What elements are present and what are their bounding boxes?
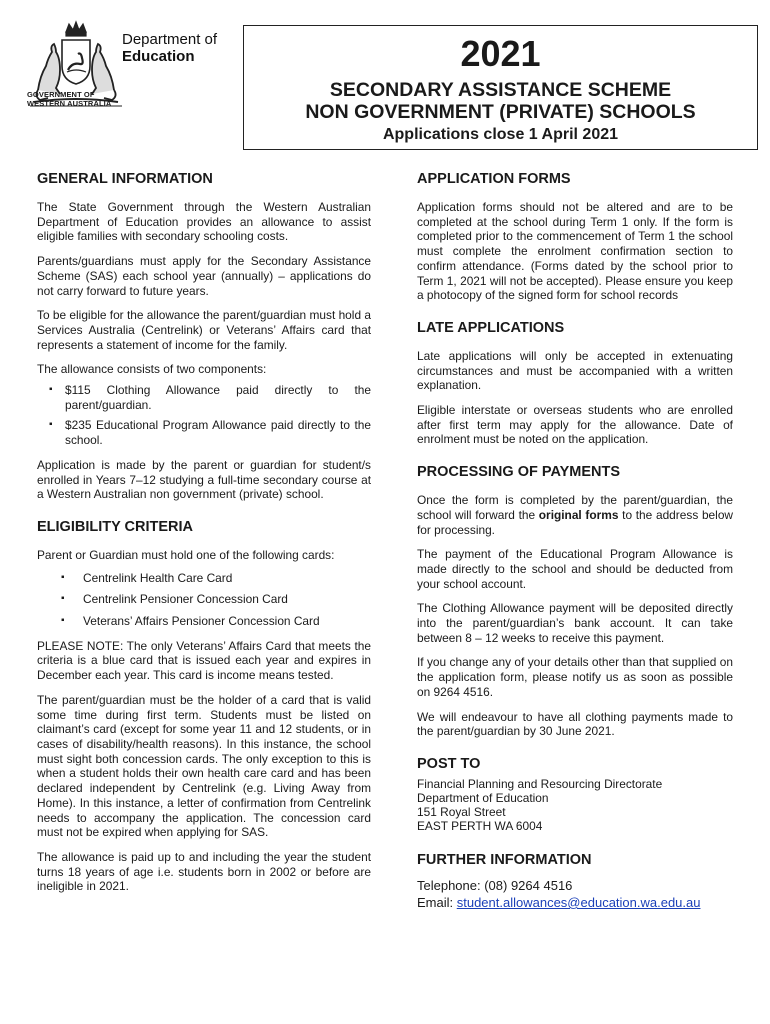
general-paragraph: The allowance consists of two components: [37, 362, 267, 377]
processing-paragraph: The payment of the Educational Program Allowance is made directly to the school and should be deducted from your school account. [417, 547, 733, 591]
government-line-2: WESTERN AUSTRALIA [27, 99, 112, 108]
email-label: Email: [417, 894, 457, 910]
further-information-heading: FURTHER INFORMATION [417, 851, 592, 868]
eligibility-note: PLEASE NOTE: The only Veterans’ Affairs Card that meets the criteria is a blue card that is issued each year and expires in December each year. This card is income means tested. [37, 638, 371, 683]
document-year: 2021 [460, 33, 541, 74]
late-paragraph: Late applications will only be accepted in extenuating circumstances and must be accompanied with a written explanation. [417, 348, 733, 393]
list-item: ▪ Veterans’ Affairs Pensioner Concession Card [83, 614, 371, 629]
email-link[interactable]: student.allowances@education.wa.edu.au [456, 894, 701, 910]
general-paragraph: To be eligible for the allowance the parent/guardian must hold a Services Australia (Centrelink) or Veterans’ Affairs card that represents a statement of income for the family. [37, 308, 371, 352]
document-title-line-1: SECONDARY ASSISTANCE SCHEME [329, 79, 672, 101]
general-information-heading: GENERAL INFORMATION [37, 171, 213, 187]
eligibility-criteria-heading: ELIGIBILITY CRITERIA [37, 518, 194, 535]
postal-address [417, 777, 733, 833]
processing-paragraph: The Clothing Allowance payment will be deposited directly into the parent/guardian’s bank account. It can take between 8 – 12 weeks to receive this payment. [417, 601, 733, 645]
email-line [417, 894, 733, 911]
processing-text: to the address below for processing. [417, 507, 734, 537]
processing-paragraph: If you change any of your details other than that supplied on the application form, please notify us as soon as possible on 9264 4516. [417, 655, 733, 699]
processing-text: Once the form is completed by the parent/guardian, the school will forward the [417, 493, 733, 522]
late-paragraph: Eligible interstate or overseas students who are enrolled after first term may apply for the allowance. Date of enrolment must be noted on the application. [417, 403, 733, 447]
address-line: Financial Planning and Resourcing Directorate [417, 776, 663, 791]
general-paragraph: Application is made by the parent or guardian for student/s enrolled in Years 7–12 studying a full-time secondary course at a Western Australian non government (private) school. [37, 457, 371, 502]
application-forms-heading: APPLICATION FORMS [417, 171, 571, 187]
left-column [37, 170, 371, 904]
general-paragraph: Parents/guardians must apply for the Secondary Assistance Scheme (SAS) each school year (annually) – applications do not carry forward to future years. [37, 254, 371, 298]
allowance-components-list [37, 383, 371, 448]
late-applications-heading: LATE APPLICATIONS [417, 319, 565, 336]
eligibility-paragraph: The allowance is paid up to and including the year the student turns 18 years of age i.e. students born in 2002 or before are ineligible in 2021. [37, 849, 371, 894]
post-to-heading: POST TO [417, 755, 481, 772]
address-line: 151 Royal Street [417, 804, 506, 819]
department-line-2: Education [122, 48, 195, 65]
eligibility-paragraph: The parent/guardian must be the holder of a card that is valid some time during first term. Students must be listed on claimant’s card (except for some year 11 and 12 students, or in cases of disability/health reasons). In this instance, the school must sight both concession cards. The only exception to this is when a student holds their own health care card and has been declared independent by Centrelink (e.g. Living Away from Home). In this instance, a letter of confirmation from Centrelink needs to accompany the application. The concession card must not be expired when applying for SAS. [37, 692, 371, 840]
list-item: ▪ $235 Educational Program Allowance paid directly to the school. [65, 418, 371, 447]
document-title-line-2: NON GOVERNMENT (PRIVATE) SCHOOLS [305, 101, 696, 123]
list-item: ▪ Centrelink Pensioner Concession Card [83, 592, 371, 607]
forms-paragraph: Application forms should not be altered and are to be completed at the school during Term 1 only. If the form is completed prior to the commencement of Term 1 the school must complete the enrolment confirmation section to confirm attendance. (Forms dated by the school prior to Term 1, 2021 will not be accepted). Please ensure you keep a photocopy of the signed form for school records [417, 200, 733, 303]
telephone: Telephone: (08) 9264 4516 [417, 877, 573, 893]
applications-close-subtitle: Applications close 1 April 2021 [382, 126, 619, 143]
list-item: ▪ Centrelink Health Care Card [83, 571, 371, 586]
government-line-1: GOVERNMENT OF [27, 90, 95, 99]
processing-paragraph: We will endeavour to have all clothing payments made to the parent/guardian by 30 June 2021. [417, 709, 733, 739]
government-label [27, 90, 111, 108]
address-line: EAST PERTH WA 6004 [417, 818, 543, 833]
eligible-cards-list [37, 571, 371, 629]
address-line: Department of Education [417, 790, 549, 805]
title-box [243, 25, 758, 150]
original-forms-emphasis: original forms [538, 507, 619, 522]
processing-paragraph [417, 493, 733, 537]
list-item: ▪ $115 Clothing Allowance paid directly to the parent/guardian. [65, 383, 371, 412]
right-column [417, 170, 733, 911]
general-paragraph: The State Government through the Western Australian Department of Education provides an allowance to assist eligible families with secondary schooling costs. [37, 200, 371, 244]
processing-of-payments-heading: PROCESSING OF PAYMENTS [417, 464, 621, 481]
department-name [122, 31, 217, 65]
eligibility-paragraph: Parent or Guardian must hold one of the following cards: [37, 547, 335, 562]
department-line-1: Department of [122, 31, 218, 48]
